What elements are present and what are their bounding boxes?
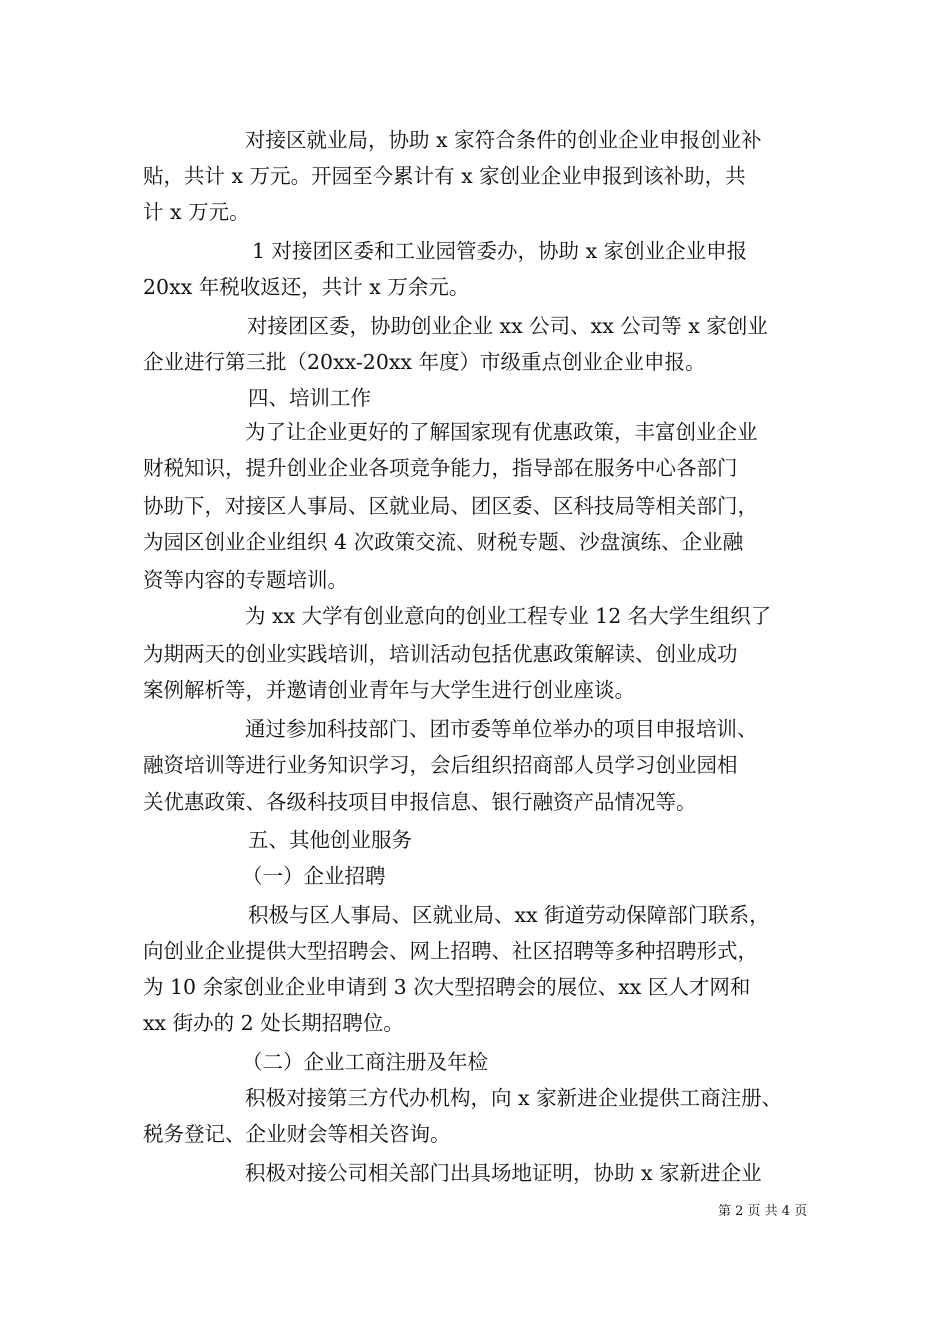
text-line: 通过参加科技部门、团市委等单位举办的项目申报培训、 (245, 717, 758, 741)
subsection-heading: （二）企业工商注册及年检 (242, 1050, 488, 1074)
text-line: 积极对接第三方代办机构，向 x 家新进企业提供工商注册、 (245, 1086, 783, 1110)
text-line: 对接团区委，协助创业企业 xx 公司、xx 公司等 x 家创业 (247, 314, 768, 338)
text-line: 税务登记、企业财会等相关咨询。 (143, 1122, 451, 1146)
text-line: 企业进行第三批（20xx-20xx 年度）市级重点创业企业申报。 (143, 350, 706, 374)
text-line: 向创业企业提供大型招聘会、网上招聘、社区招聘等多种招聘形式， (143, 939, 758, 963)
text-line: xx 街办的 2 处长期招聘位。 (143, 1011, 404, 1035)
text-line: 融资培训等进行业务知识学习，会后组织招商部人员学习创业园相 (143, 753, 738, 777)
text-line: 财税知识，提升创业企业各项竞争能力，指导部在服务中心各部门 (143, 456, 738, 480)
text-line: 积极与区人事局、区就业局、xx 街道劳动保障部门联系， (248, 903, 770, 927)
text-line: 为 xx 大学有创业意向的创业工程专业 12 名大学生组织了 (245, 604, 772, 628)
text-line: 为园区创业企业组织 4 次政策交流、财税专题、沙盘演练、企业融 (143, 530, 744, 554)
text-line: 积极对接公司相关部门出具场地证明，协助 x 家新进企业 (245, 1161, 762, 1185)
text-line: 1 对接团区委和工业园管委办，协助 x 家创业企业申报 (252, 239, 748, 263)
text-line: 协助下，对接区人事局、区就业局、团区委、区科技局等相关部门， (143, 494, 758, 518)
text-line: 贴，共计 x 万元。开园至今累计有 x 家创业企业申报到该补助，共 (143, 164, 746, 188)
text-line: 为期两天的创业实践培训，培训活动包括优惠政策解读、创业成功 (143, 642, 738, 666)
text-line: 为 10 余家创业企业申请到 3 次大型招聘会的展位、xx 区人才网和 (143, 975, 751, 999)
page-footer: 第 2 页 共 4 页 (718, 1204, 808, 1219)
text-line: 计 x 万元。 (143, 200, 250, 224)
section-heading: 五、其他创业服务 (248, 828, 412, 852)
text-line: 关优惠政策、各级科技项目申报信息、银行融资产品情况等。 (143, 790, 697, 814)
text-line: 20xx 年税收返还，共计 x 万余元。 (143, 275, 470, 299)
section-heading: 四、培训工作 (248, 386, 371, 410)
text-line: 案例解析等，并邀请创业青年与大学生进行创业座谈。 (143, 678, 635, 702)
text-line: 为了让企业更好的了解国家现有优惠政策，丰富创业企业 (245, 420, 758, 444)
text-line: 对接区就业局，协助 x 家符合条件的创业企业申报创业补 (245, 128, 762, 152)
text-line: 资等内容的专题培训。 (143, 568, 348, 592)
subsection-heading: （一）企业招聘 (242, 864, 386, 888)
